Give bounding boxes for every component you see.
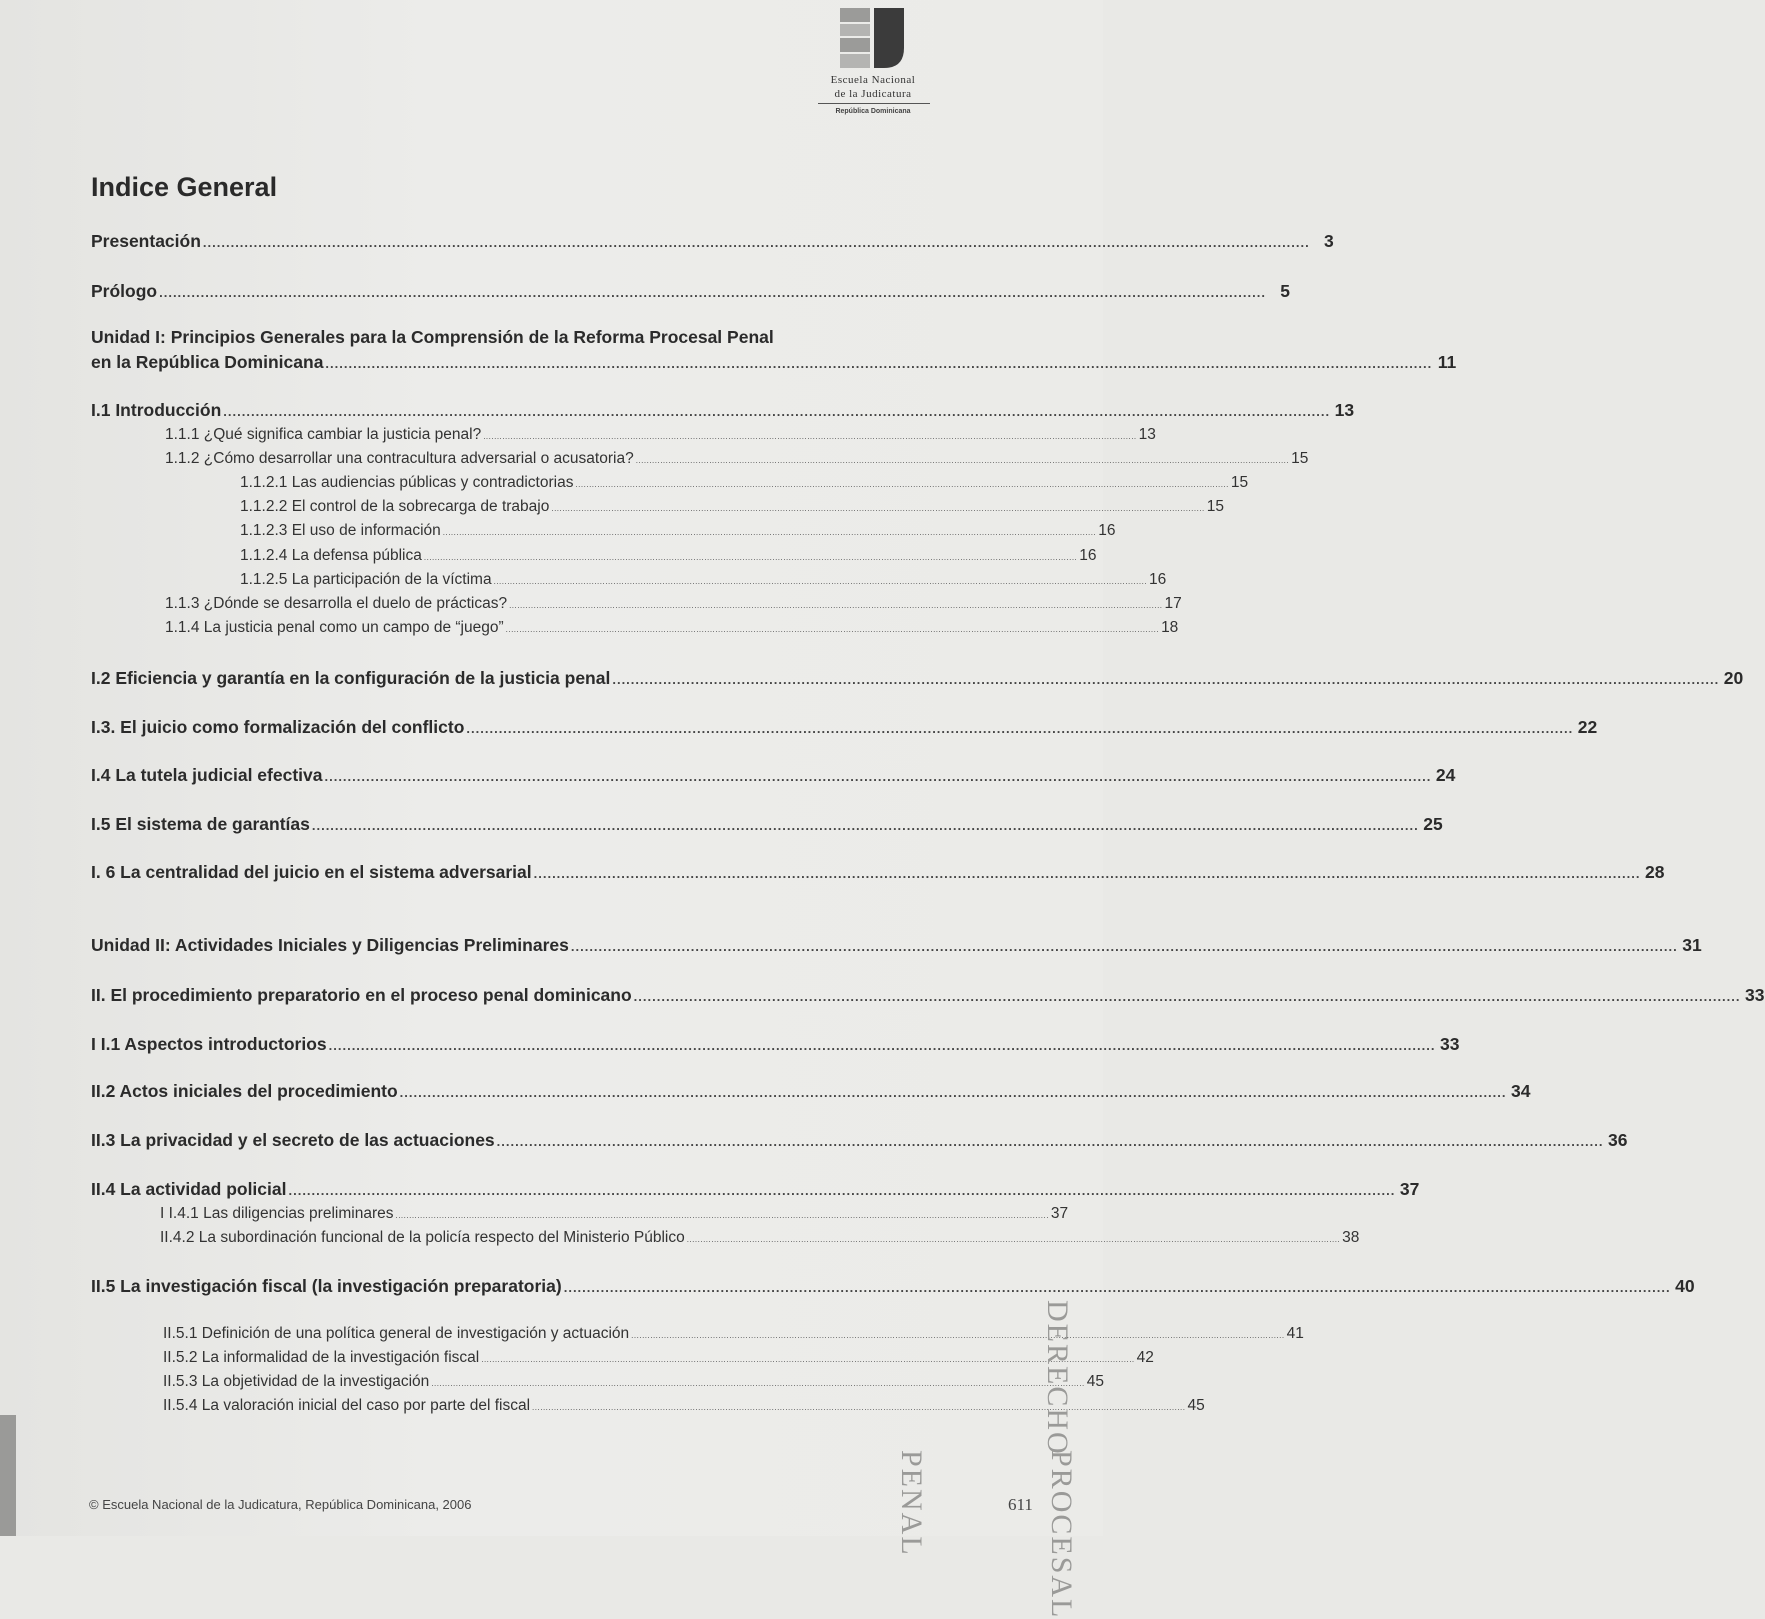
dot-leader: ................................................................................................................................................................................................................................................ (612, 672, 1720, 687)
toc-page: 36 (1608, 1130, 1628, 1150)
dot-leader: ................................................................................................................................................................................................................................................ (324, 769, 1432, 784)
toc-entry-1-1-3[interactable] (165, 595, 1182, 613)
toc-page: 16 (1149, 571, 1167, 588)
dot-leader: ................................................................................................................................................................................................................................................ (223, 404, 1331, 419)
toc-page: 5 (1280, 281, 1290, 301)
toc-entry-1-1-2-3[interactable] (240, 522, 1116, 540)
toc-entry-1-1-2-2[interactable] (240, 498, 1225, 516)
toc-label: 1.1.2 ¿Cómo desarrollar una contracultura adversarial o acusatoria? (165, 450, 634, 467)
toc-page: 37 (1399, 1179, 1420, 1199)
dot-leader: ................................................................................................................................................................................................................................................ (311, 818, 1419, 833)
toc-label: I I.1 Aspectos introductorios (91, 1034, 327, 1054)
dot-leader: ................................................................................................................................................................................................................................................ (288, 1183, 1396, 1198)
dot-leader: ................................................................................................................................................................................................................................................ (551, 504, 1205, 513)
toc-entry-1-4[interactable] (91, 765, 1456, 786)
toc-entry-2-4-1[interactable] (160, 1205, 1069, 1223)
toc-page: 22 (1577, 717, 1598, 737)
toc-entry-1-1-2-1[interactable] (240, 474, 1249, 492)
toc-page: 42 (1136, 1349, 1154, 1366)
toc-entry-2-4-2[interactable] (160, 1229, 1360, 1247)
dot-leader: ................................................................................................................................................................................................................................................ (570, 939, 1678, 954)
dot-leader: ................................................................................................................................................................................................................................................ (509, 601, 1163, 610)
toc-entry-1-1[interactable] (91, 400, 1355, 421)
toc-page: 13 (1334, 400, 1355, 420)
toc-page: 15 (1206, 498, 1225, 515)
toc-label: I I.4.1 Las diligencias preliminares (160, 1205, 394, 1222)
side-text-procesal: PROCESAL (1045, 1450, 1078, 1619)
toc-label: II. El procedimiento preparatorio en el proceso penal dominicano (91, 985, 632, 1005)
toc-entry-unidad1[interactable] (91, 352, 1457, 373)
dot-leader: ................................................................................................................................................................................................................................................ (399, 1085, 1507, 1100)
toc-label: I.1 Introducción (91, 400, 222, 420)
dot-leader: ................................................................................................................................................................................................................................................ (466, 721, 1574, 736)
toc-page: 17 (1164, 595, 1182, 612)
toc-entry-2-3[interactable] (91, 1130, 1628, 1151)
toc-label: 1.1.2.3 El uso de información (240, 522, 441, 539)
toc-label: Unidad II: Actividades Iniciales y Diligencias Preliminares (91, 935, 569, 955)
toc-entry-1-1-2-4[interactable] (240, 547, 1097, 565)
toc-page: 33 (1745, 985, 1765, 1005)
toc-entry-1-1-1[interactable] (165, 426, 1156, 444)
toc-page: 13 (1138, 426, 1156, 443)
toc-page: 31 (1682, 935, 1702, 955)
toc-entry-1-6[interactable] (91, 862, 1665, 883)
toc-entry-1-1-2[interactable] (165, 450, 1309, 468)
side-text-derecho: DERECHO (1041, 1300, 1074, 1456)
toc-label: Presentación (91, 231, 201, 251)
toc-page: 18 (1161, 619, 1179, 636)
toc-label: II.5 La investigación fiscal (la investigación preparatoria) (91, 1276, 562, 1296)
toc-page: 11 (1437, 352, 1457, 372)
toc-label: 1.1.2.2 El control de la sobrecarga de trabajo (240, 498, 550, 515)
dot-leader: ................................................................................................................................................................................................................................................ (159, 285, 1266, 300)
toc-entry-2-5-1[interactable] (163, 1325, 1304, 1343)
toc-page: 28 (1645, 862, 1665, 882)
toc-label: 1.1.4 La justicia penal como un campo de “juego” (165, 619, 504, 636)
dot-leader: ................................................................................................................................................................................................................................................ (442, 528, 1097, 537)
toc-page: 15 (1291, 450, 1309, 467)
dot-leader: ................................................................................................................................................................................................................................................ (563, 1280, 1671, 1295)
toc-label: Prólogo (91, 281, 158, 301)
side-text-penal: PENAL (895, 1450, 928, 1557)
toc-page: 16 (1098, 522, 1116, 539)
dot-leader: ................................................................................................................................................................................................................................................ (686, 1235, 1341, 1244)
dot-leader: ................................................................................................................................................................................................................................................ (481, 1355, 1135, 1364)
toc-page: 25 (1423, 814, 1443, 834)
toc-label: II.4.2 La subordinación funcional de la policía respecto del Ministerio Público (160, 1229, 685, 1246)
dot-leader: ................................................................................................................................................................................................................................................ (325, 356, 1433, 371)
logo-rule (818, 103, 930, 104)
dot-leader: ................................................................................................................................................................................................................................................ (328, 1038, 1436, 1053)
toc-label: II.5.1 Definición de una política general de investigación y actuación (163, 1325, 630, 1342)
binding-edge (0, 1415, 16, 1536)
toc-entry-1-5[interactable] (91, 814, 1443, 835)
dot-leader: ................................................................................................................................................................................................................................................ (431, 1379, 1085, 1388)
toc-label: I.2 Eficiencia y garantía en la configuración de la justicia penal (91, 668, 611, 688)
dot-leader: ................................................................................................................................................................................................................................................ (423, 553, 1078, 562)
dot-leader: ................................................................................................................................................................................................................................................ (395, 1211, 1049, 1220)
toc-page: 41 (1286, 1325, 1304, 1342)
toc-page: 3 (1324, 231, 1334, 251)
toc-entry-2-1[interactable] (91, 1034, 1460, 1055)
toc-entry-1-2[interactable] (91, 668, 1744, 689)
toc-page: 20 (1723, 668, 1744, 688)
toc-label: 1.1.2.1 Las audiencias públicas y contradictorias (240, 474, 574, 491)
toc-entry-prologo[interactable] (91, 281, 1290, 302)
toc-entry-2-5[interactable] (91, 1276, 1695, 1297)
toc-label: I.5 El sistema de garantías (91, 814, 310, 834)
logo-text-line1: Escuela Nacional (830, 74, 916, 86)
toc-entry-1-1-2-5[interactable] (240, 571, 1167, 589)
toc-entry-2-5-2[interactable] (163, 1349, 1154, 1367)
toc-entry-1-1-4[interactable] (165, 619, 1179, 637)
toc-label: II.3 La privacidad y el secreto de las actuaciones (91, 1130, 495, 1150)
toc-page: 40 (1675, 1276, 1695, 1296)
toc-page: 37 (1050, 1205, 1069, 1222)
toc-entry-2[interactable] (91, 985, 1765, 1006)
page-title: Indice General (91, 172, 278, 202)
toc-unidad1-line1[interactable]: Unidad I: Principios Generales para la Comprensión de la Reforma Procesal Penal (91, 327, 774, 347)
toc-page: 24 (1435, 765, 1456, 785)
logo-text-line3: República Dominicana (835, 108, 911, 115)
toc-entry-2-2[interactable] (91, 1081, 1531, 1102)
logo-text-line2: de la Judicatura (834, 88, 912, 100)
toc-label: 1.1.3 ¿Dónde se desarrolla el duelo de prácticas? (165, 595, 508, 612)
toc-label: II.2 Actos iniciales del procedimiento (91, 1081, 398, 1101)
toc-entry-unidad2[interactable] (91, 935, 1702, 956)
toc-label: 1.1.1 ¿Qué significa cambiar la justicia penal? (165, 426, 482, 443)
toc-label: en la República Dominicana (91, 352, 324, 372)
toc-page: 34 (1511, 1081, 1531, 1101)
logo-mark-icon (840, 8, 904, 68)
dot-leader: ................................................................................................................................................................................................................................................ (633, 989, 1741, 1004)
dot-leader: ................................................................................................................................................................................................................................................ (496, 1134, 1604, 1149)
toc-entry-presentacion[interactable] (91, 231, 1334, 252)
toc-page: 16 (1079, 547, 1097, 564)
dot-leader: ................................................................................................................................................................................................................................................ (532, 1403, 1186, 1412)
dot-leader: ................................................................................................................................................................................................................................................ (635, 456, 1290, 465)
dot-leader: ................................................................................................................................................................................................................................................ (483, 432, 1137, 441)
page-number: 611 (1008, 1495, 1033, 1514)
toc-label: II.4 La actividad policial (91, 1179, 287, 1199)
toc-entry-2-5-3[interactable] (163, 1373, 1104, 1391)
dot-leader: ................................................................................................................................................................................................................................................ (575, 480, 1229, 489)
dot-leader: ................................................................................................................................................................................................................................................ (202, 235, 1310, 250)
copyright-footer: © Escuela Nacional de la Judicatura, República Dominicana, 2006 (89, 1497, 472, 1512)
toc-page: 15 (1230, 474, 1249, 491)
toc-page: 38 (1342, 1229, 1360, 1246)
toc-entry-2-4[interactable] (91, 1179, 1420, 1200)
institution-logo (812, 8, 934, 123)
toc-entry-1-3[interactable] (91, 717, 1598, 738)
toc-label: 1.1.2.5 La participación de la víctima (240, 571, 492, 588)
toc-page: 45 (1187, 1397, 1205, 1414)
toc-page: 33 (1440, 1034, 1460, 1054)
toc-page: 45 (1086, 1373, 1104, 1390)
toc-label: I. 6 La centralidad del juicio en el sistema adversarial (91, 862, 532, 882)
toc-entry-2-5-4[interactable] (163, 1397, 1205, 1415)
dot-leader: ................................................................................................................................................................................................................................................ (533, 866, 1641, 881)
toc-label: II.5.2 La informalidad de la investigación fiscal (163, 1349, 480, 1366)
toc-label: I.3. El juicio como formalización del conflicto (91, 717, 465, 737)
toc-label: II.5.3 La objetividad de la investigación (163, 1373, 430, 1390)
toc-label: 1.1.2.4 La defensa pública (240, 547, 422, 564)
dot-leader: ................................................................................................................................................................................................................................................ (493, 577, 1148, 586)
toc-label: II.5.4 La valoración inicial del caso por parte del fiscal (163, 1397, 531, 1414)
dot-leader: ................................................................................................................................................................................................................................................ (505, 625, 1160, 634)
dot-leader: ................................................................................................................................................................................................................................................ (631, 1331, 1285, 1340)
toc-label: I.4 La tutela judicial efectiva (91, 765, 323, 785)
